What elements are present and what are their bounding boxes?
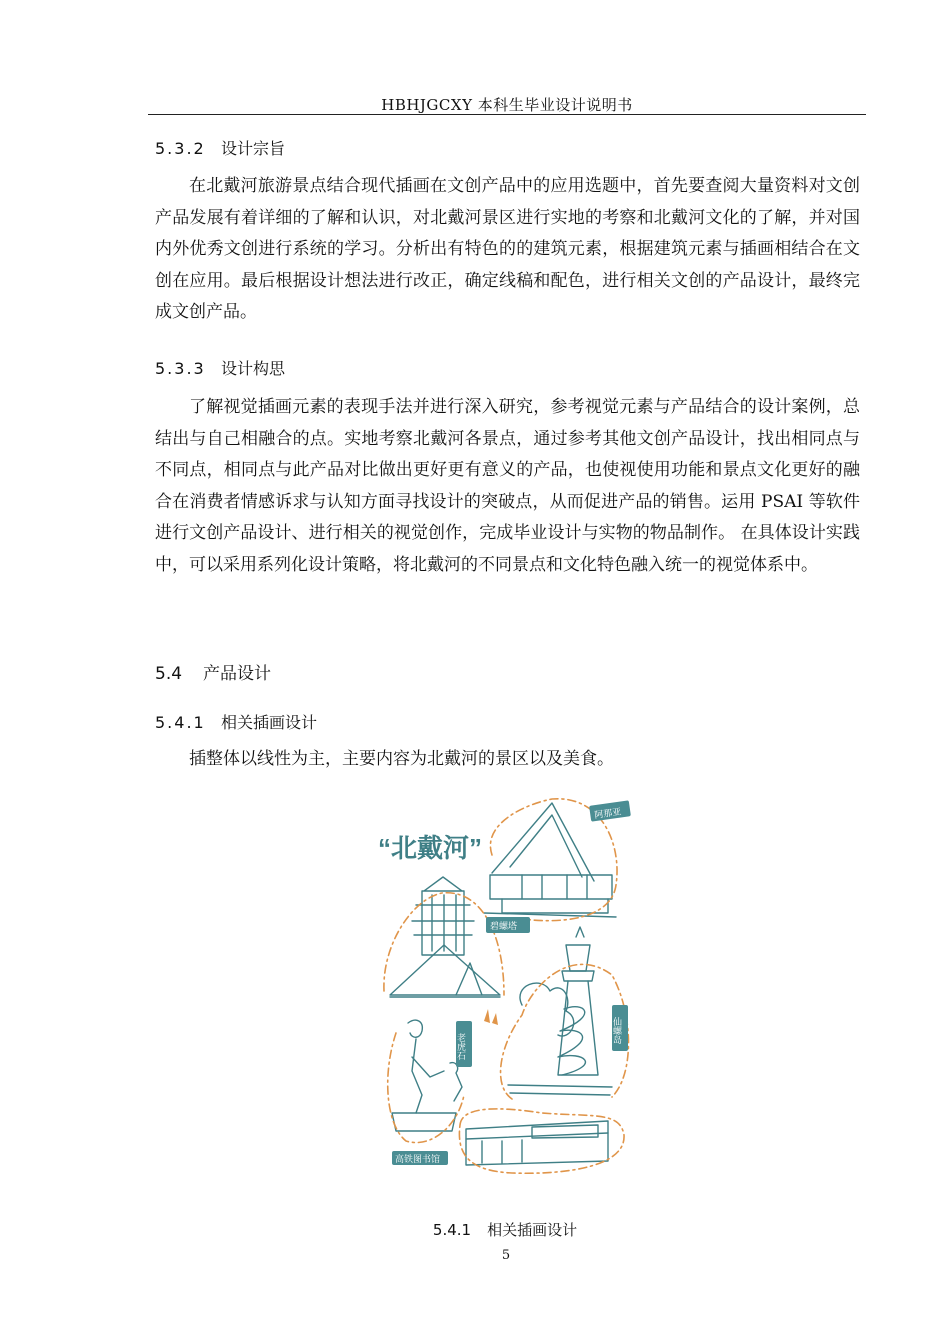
label-tiger-rock [455,1021,472,1067]
library-drawing [466,1121,608,1165]
section-title: 设计宗旨 [221,139,286,158]
section-number: 5.3.3 [155,359,206,378]
svg-text:老虎石: 老虎石 [455,1033,465,1060]
section-heading-5-4-1 [155,710,317,733]
beidaihe-illustration [372,795,640,1177]
section-number: 5.3.2 [155,139,206,158]
caption-number: 5.4.1 [432,1221,472,1239]
section-title: 相关插画设计 [221,713,318,732]
section-number: 5.4.1 [155,713,206,732]
section-heading-5-3-3 [155,356,285,379]
page-header: HBHJGCXY 本科生毕业设计说明书 [381,96,633,114]
accent-marks [484,1009,498,1025]
label-library [392,1151,448,1165]
section-heading-5-4 [155,659,271,684]
header-rule [148,114,866,115]
section-title: 产品设计 [203,664,271,684]
caption-title: 相关插画设计 [487,1221,578,1239]
svg-text:仙螺岛: 仙螺岛 [611,1017,621,1044]
illustration-svg [372,795,640,1177]
illustration-title: “北戴河” [378,833,483,863]
paragraph-design-concept: 了解视觉插画元素的表现手法并进行深入研究，参考视觉元素与产品结合的设计案例，总结出与自己相融合的点。实地考察北戴河各景点，通过参考其他文创产品设计，找出相同点与不同点，相同点与此产品对比做出更好更有意义的产品，也使视使用功能和景点文化更好的融合在消费者情感诉求与认知方面寻找设计的突破点，从而促进产品的销售。运用 PSAI 等软件进行文创产品设计、进行相关的视觉创作，完成毕业设计与实物的物品制作。 在具体设计实践中，可以采用系列化设计策略，将北戴河的不同景点和文化特色融入统一的视觉体系中。 [155,397,860,575]
label-aranya [589,800,631,821]
label-biluo-pagoda [486,917,530,933]
section-title: 设计构思 [221,359,286,378]
svg-text:碧螺塔: 碧螺塔 [490,922,518,932]
tiger-rock-statue-drawing [392,1020,462,1131]
page-number: 5 [501,1248,511,1263]
svg-text:高铁图书馆: 高铁图书馆 [395,1155,441,1165]
biluo-pagoda-drawing [390,877,500,997]
section-heading-5-3-2 [155,136,285,159]
svg-text:阿那亚: 阿那亚 [593,807,623,822]
figure-caption [0,1219,950,1240]
paragraph-design-purpose: 在北戴河旅游景点结合现代插画在文创产品中的应用选题中，首先要查阅大量资料对文创产品发展有着详细的了解和认识，对北戴河景区进行实地的考察和北戴河文化的了解，并对国内外优秀文创进行系统的学习。分析出有特色的的建筑元素，根据建筑元素与插画相结合在文创在应用。最后根据设计想法进行改正，确定线稿和配色，进行相关文创的产品设计，最终完成文创产品。 [155,176,860,322]
paragraph-illustration-intro: 插整体以线性为主，主要内容为北戴河的景区以及美食。 [189,749,614,769]
section-number: 5.4 [155,664,183,684]
label-xianluo-island [611,1005,628,1051]
